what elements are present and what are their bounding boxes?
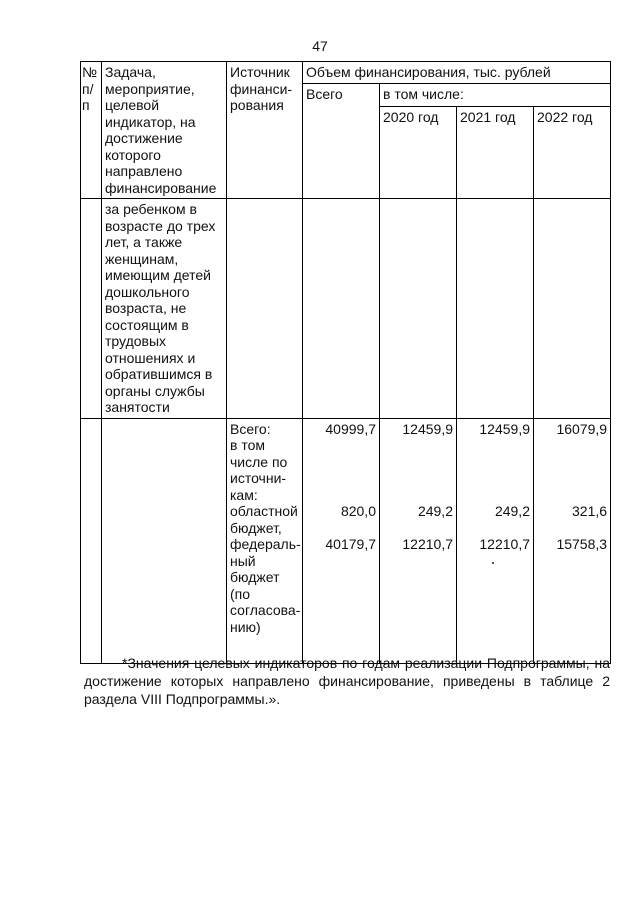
source-line: областной	[230, 503, 298, 519]
source-line: ный	[230, 552, 256, 569]
continued-2021-cell	[457, 199, 534, 419]
source-line: нию)	[230, 618, 261, 635]
header-number-line: п/	[82, 80, 94, 97]
source-line: согласова-	[230, 602, 301, 618]
header-including: в том числе:	[380, 84, 611, 107]
total-value-federal: 40179,7	[325, 536, 376, 552]
y2022-value-regional: 321,6	[572, 503, 608, 519]
continued-2022-cell	[534, 199, 611, 419]
source-line: федераль-	[230, 536, 301, 552]
header-year-2022: 2022 год	[534, 107, 611, 199]
funding-2020-cell	[380, 418, 457, 663]
header-volume: Объем финансирования, тыс. рублей	[303, 62, 611, 84]
page-number: 47	[312, 38, 328, 54]
funding-total-cell	[303, 418, 380, 663]
source-line: Всего:	[230, 420, 271, 437]
y2022-value-all: 16079,9	[556, 420, 608, 437]
source-line: кам:	[230, 486, 258, 503]
footnote	[84, 654, 610, 708]
y2021-value-regional: 249,2	[494, 503, 530, 519]
funding-task-cell	[102, 418, 227, 663]
source-line: числе по	[230, 453, 288, 470]
source-line: источни-	[230, 470, 287, 486]
continued-number-cell	[81, 199, 102, 419]
header-year-2020: 2020 год	[380, 107, 457, 199]
y2020-value-all: 12459,9	[402, 420, 453, 437]
continued-total-cell	[303, 199, 380, 419]
y2020-value-federal: 12210,7	[402, 536, 453, 552]
header-source: Источник финанси-рования	[227, 62, 303, 199]
header-number-line: п	[82, 97, 90, 113]
source-line: в том	[230, 437, 265, 453]
financing-table	[80, 61, 611, 664]
continued-task-cell: за ребенком в возрасте до трех лет, а также женщинам, имеющим детей дошкольного возраста, не состоящим в трудовых отношениях и обратившимся в органы службы занятости	[102, 199, 227, 419]
source-line: (по	[230, 585, 251, 602]
footnote-text: *Значения целевых индикаторов по годам реализации Подпрограммы, на достижение которых направлено финансирование, приведены в таблице 2 раздела VIII Подпрограммы.».	[84, 655, 610, 707]
header-task: Задача, мероприятие, целевой индикатор, на достижение которого направлено финансирование	[102, 62, 227, 199]
source-line: бюджет	[230, 569, 280, 585]
y2021-value-federal: 12210,7	[479, 536, 530, 552]
y2021-value-all: 12459,9	[479, 420, 530, 437]
y2022-value-federal: 15758,3	[556, 536, 608, 552]
continued-2020-cell	[380, 199, 457, 419]
source-line: бюджет,	[230, 519, 282, 536]
y2020-value-regional: 249,2	[417, 503, 453, 519]
funding-2021-cell	[457, 418, 534, 663]
header-number-line: №	[82, 64, 98, 80]
continued-source-cell	[227, 199, 303, 419]
funding-source-cell	[227, 418, 303, 663]
total-value-regional: 820,0	[340, 503, 376, 519]
total-value-all: 40999,7	[325, 420, 376, 437]
funding-number-cell	[81, 418, 102, 663]
header-number	[81, 62, 102, 199]
header-year-2021: 2021 год	[457, 107, 534, 199]
header-total: Всего	[303, 84, 380, 199]
funding-2022-cell	[534, 418, 611, 663]
scan-dot	[492, 562, 494, 564]
